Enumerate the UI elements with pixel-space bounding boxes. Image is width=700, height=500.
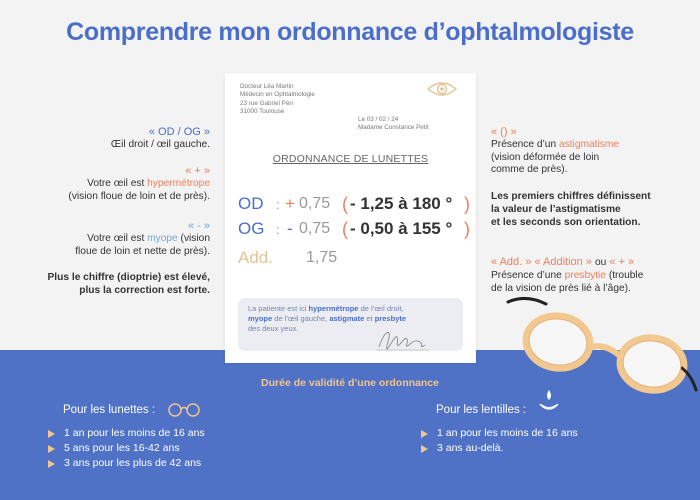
diopter-note — [48, 272, 210, 298]
astigmatism-note-line: la valeur de l’astigmatisme — [491, 203, 621, 215]
og-close-paren: ) — [464, 219, 470, 239]
od-og-text: Œil droit / œil gauche. — [110, 138, 210, 150]
add-value: 1,75 — [306, 249, 338, 266]
og-sign: - — [287, 219, 293, 238]
od-close-paren: ) — [464, 194, 470, 214]
lenses-section-title: Pour les lentilles : — [436, 404, 527, 416]
contact-lens-icon — [538, 388, 560, 414]
od-og-explanation — [111, 126, 210, 152]
note-hypermetrope: hypermétrope — [308, 304, 359, 313]
minus-title: « - » — [187, 220, 210, 232]
paren-text: Présence d’un — [491, 138, 559, 150]
og-colon: : — [276, 222, 280, 237]
note-text: de l’œil gauche, — [272, 314, 330, 323]
minus-myope: myope — [147, 232, 178, 244]
add-or: ou — [594, 257, 607, 268]
paren-explanation — [491, 126, 691, 177]
eye-icon — [426, 80, 458, 98]
plus-text: (vision floue de loin et de près). — [68, 190, 210, 202]
glasses-section-title: Pour les lunettes : — [63, 404, 156, 416]
plus-explanation — [68, 165, 210, 203]
od-cylinder: - 1,25 à 180 ° — [350, 194, 453, 213]
paren-title: « () » — [491, 126, 517, 138]
og-sphere: 0,75 — [299, 220, 331, 237]
page-title: Comprendre mon ordonnance d’ophtalmologiste — [66, 18, 634, 46]
od-sphere: 0,75 — [299, 195, 331, 212]
add-text: Présence d’une — [491, 269, 565, 281]
arrow-icon — [48, 445, 55, 453]
arrow-icon — [48, 430, 55, 438]
plus-hypermetrope: hypermétrope — [147, 177, 210, 189]
list-item-text: 3 ans au-delà. — [437, 442, 504, 455]
og-label: OG — [238, 219, 265, 238]
doctor-name: Docteur Léa Martin — [240, 83, 294, 90]
note-text: La patiente est ici — [248, 304, 309, 313]
arrow-icon — [421, 445, 428, 453]
note-myope: myope — [248, 314, 273, 323]
signature — [373, 325, 433, 355]
minus-text: floue de loin et nette de près). — [75, 245, 210, 257]
note-astigmate: astigmate — [329, 314, 365, 323]
add-text: (trouble — [605, 269, 644, 281]
astigmatism-note-line: Les premiers chiffres définissent — [491, 191, 651, 202]
od-colon: : — [276, 197, 280, 212]
note-text: des deux yeux. — [248, 324, 299, 333]
list-item-text: 1 an pour les moins de 16 ans — [437, 427, 578, 439]
od-og-title: « OD / OG » — [148, 126, 210, 138]
od-sign: + — [285, 194, 295, 213]
note-text: et — [364, 314, 375, 323]
note-text: de l’œil droit, — [358, 304, 404, 313]
addition-title: « Addition » — [531, 256, 595, 268]
doctor-street: 23 rue Gabriel Péri — [240, 99, 293, 107]
og-open-paren: ( — [342, 219, 348, 239]
diopter-note-line: plus la correction est forte. — [79, 284, 210, 296]
add-title: « Add. » — [491, 256, 532, 268]
add-plus-title: « + » — [606, 256, 635, 268]
prescription-heading: ORDONNANCE DE LUNETTES — [272, 153, 429, 165]
list-item — [48, 441, 205, 456]
list-item — [48, 426, 205, 441]
list-item — [48, 456, 205, 471]
diopter-note-line: Plus le chiffre (dioptrie) est élevé, — [47, 272, 210, 283]
paren-astigmatisme: astigmatisme — [558, 138, 619, 150]
doctor-specialty: Médecin en Ophtalmologie — [240, 91, 315, 99]
arrow-icon — [48, 460, 55, 468]
doctor-city: 31000 Toulouse — [240, 107, 285, 115]
add-text: de la vision de près lié à l’âge). — [491, 282, 631, 294]
minus-explanation — [75, 220, 210, 258]
small-glasses-icon — [167, 403, 201, 417]
add-presbytie: presbytie — [564, 269, 606, 281]
prescription-date: Le 03 / 02 / 24 — [358, 116, 399, 123]
plus-title: « + » — [185, 165, 210, 177]
list-item — [421, 426, 578, 441]
validity-title: Durée de validité d’une ordonnance — [261, 377, 439, 389]
list-item — [421, 441, 578, 456]
od-open-paren: ( — [342, 194, 348, 214]
paren-text: (vision déformée de loin — [491, 151, 600, 163]
list-item-text: 1 an pour les moins de 16 ans — [64, 427, 205, 439]
list-item-text: 3 ans pour les plus de 42 ans — [64, 457, 202, 470]
add-label: Add. — [238, 248, 273, 267]
glasses-validity-list — [48, 426, 205, 472]
prescription-paper — [225, 73, 476, 363]
astigmatism-note — [491, 191, 691, 229]
lenses-validity-list — [421, 426, 578, 456]
minus-text: (vision — [177, 232, 210, 244]
paren-text: comme de près). — [491, 164, 568, 176]
plus-text: Votre œil est — [87, 177, 148, 189]
od-label: OD — [238, 194, 264, 213]
list-item-text: 5 ans pour les 16-42 ans — [64, 442, 180, 455]
astigmatism-note-line: et les seconds son orientation. — [491, 216, 641, 228]
minus-text: Votre œil est — [87, 232, 148, 244]
og-cylinder: - 0,50 à 155 ° — [350, 219, 453, 238]
note-presbyte: presbyte — [374, 314, 407, 323]
patient-name: Madame Constance Petit — [358, 124, 429, 132]
arrow-icon — [421, 430, 428, 438]
